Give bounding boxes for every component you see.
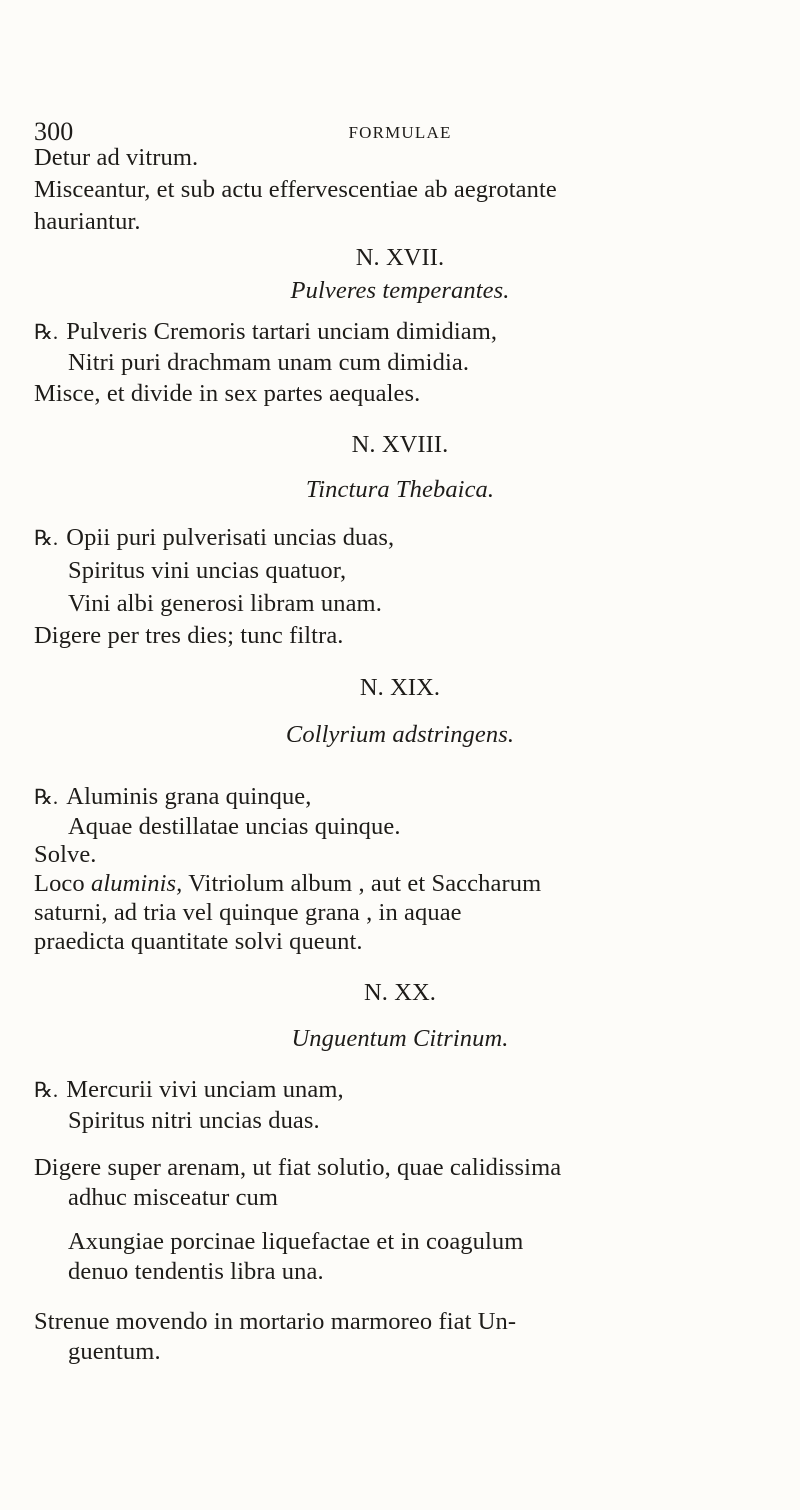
italic-term: aluminis,	[90, 870, 183, 897]
text-span: Loco	[34, 870, 85, 897]
formula-number: N. XX.	[363, 979, 437, 1006]
recipe-line	[34, 523, 394, 553]
text-line: adhuc misceatur cum	[68, 1184, 279, 1211]
text-line: saturni, ad tria vel quinque grana , in aquae	[34, 899, 462, 926]
formula-number: N. XVII.	[355, 244, 445, 271]
text-line: Digere per tres dies; tunc filtra.	[34, 622, 344, 649]
text-line: praedicta quantitate solvi queunt.	[34, 928, 363, 955]
formula-title: Collyrium adstringens.	[285, 721, 515, 748]
text-line: Detur ad vitrum.	[34, 144, 199, 171]
recipe-line	[34, 1075, 344, 1105]
text-line: hauriantur.	[34, 208, 141, 235]
formula-number: N. XIX.	[359, 674, 441, 701]
text-line: Axungiae porcinae liquefactae et in coagulum	[68, 1228, 524, 1255]
text-line: guentum.	[68, 1338, 161, 1365]
recipe-symbol-icon: ℞.	[34, 526, 59, 550]
recipe-line	[34, 782, 312, 812]
recipe-line: Spiritus nitri uncias duas.	[68, 1107, 320, 1134]
recipe-line	[34, 317, 497, 347]
formula-title: Pulveres temperantes.	[290, 277, 510, 304]
recipe-symbol-icon: ℞.	[34, 1078, 59, 1102]
formula-title: Unguentum Citrinum.	[291, 1025, 509, 1052]
text-line: Digere super arenam, ut fiat solutio, quae calidissima	[34, 1154, 562, 1181]
ingredient-text: Opii puri pulverisati uncias duas,	[66, 524, 395, 551]
running-head: FORMULAE	[348, 123, 452, 142]
ingredient-text: Pulveris Cremoris tartari unciam dimidiam,	[66, 318, 498, 345]
recipe-line: Aquae destillatae uncias quinque.	[68, 813, 401, 840]
text-span: Vitriolum album , aut et Saccharum	[188, 870, 542, 897]
recipe-symbol-icon: ℞.	[34, 785, 59, 809]
ingredient-text: Mercurii vivi unciam unam,	[66, 1076, 344, 1103]
formula-title: Tinctura Thebaica.	[305, 476, 495, 503]
recipe-symbol-icon: ℞.	[34, 320, 59, 344]
recipe-line: Spiritus vini uncias quatuor,	[68, 557, 347, 584]
recipe-line: Vini albi generosi libram unam.	[68, 590, 382, 617]
ingredient-text: Aluminis grana quinque,	[66, 783, 312, 810]
text-line: Solve.	[34, 841, 97, 868]
page-number: 300	[34, 117, 74, 146]
text-line: Misceantur, et sub actu effervescentiae ab aegrotante	[34, 176, 557, 203]
formula-number: N. XVIII.	[351, 431, 449, 458]
recipe-line: Nitri puri drachmam unam cum dimidia.	[68, 349, 470, 376]
text-line: Strenue movendo in mortario marmoreo fiat Un-	[34, 1308, 517, 1335]
text-line	[34, 869, 541, 899]
text-line: denuo tendentis libra una.	[68, 1258, 324, 1285]
text-line: Misce, et divide in sex partes aequales.	[34, 380, 421, 407]
